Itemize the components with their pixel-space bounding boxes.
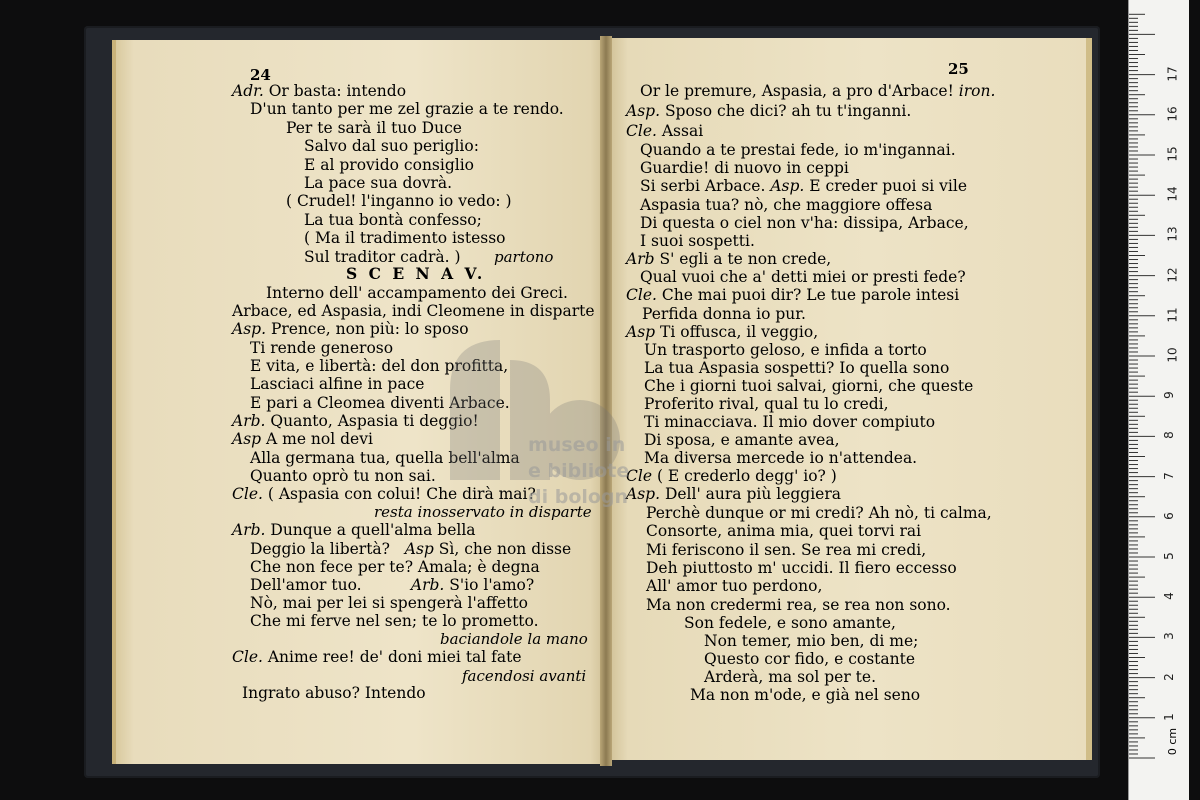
text-line: Interno dell' accampamento dei Greci. <box>266 284 568 302</box>
text-line: Asp. Sposo che dici? ah tu t'inganni. <box>626 102 912 120</box>
ruler-number: 8 <box>1161 431 1176 440</box>
ruler-unit: 0 cm <box>1166 727 1180 756</box>
ruler-number: 2 <box>1161 672 1176 681</box>
text-line: Sul traditor cadrà. ) <box>304 248 461 266</box>
text-line: Cle ( E crederlo degg' io? ) <box>626 467 837 485</box>
text-line: Asp Ti offusca, il veggio, <box>626 323 819 341</box>
text-line: Proferito rival, qual tu lo credi, <box>644 395 889 413</box>
text-line: E al provido consiglio <box>304 156 475 174</box>
text-line: Alla germana tua, quella bell'alma <box>250 449 520 467</box>
text-line: D'un tanto per me zel grazie a te rendo. <box>250 100 564 118</box>
text-line: Lasciaci alfine in pace <box>250 375 425 393</box>
ruler-number: 1 <box>1161 712 1176 721</box>
ruler-number: 7 <box>1161 471 1176 480</box>
text-line: ( Ma il tradimento istesso <box>304 229 506 247</box>
text-line: Asp. Prence, non più: lo sposo <box>232 320 469 338</box>
text-line: Deh piuttosto m' uccidi. Il fiero eccesso <box>646 559 957 577</box>
ruler-number: 9 <box>1161 391 1176 400</box>
text-line: ( Crudel! l'inganno io vedo: ) <box>286 192 512 210</box>
left-page-number: 24 <box>250 66 271 84</box>
ruler-number: 14 <box>1165 186 1180 202</box>
text-line: Un trasporto geloso, e infida a torto <box>644 341 927 359</box>
text-line: Adr. Or basta: intendo <box>232 82 407 100</box>
ruler-number: 5 <box>1161 552 1176 560</box>
text-line: Quando a te prestai fede, io m'ingannai. <box>640 141 956 159</box>
text-line: Cle. Anime ree! de' doni miei tal fate <box>232 648 522 666</box>
text-line: Ma non m'ode, e già nel seno <box>690 686 921 704</box>
text-line: Consorte, anima mia, quei torvi rai <box>646 522 922 540</box>
text-line: Arb S' egli a te non crede, <box>626 250 832 268</box>
ruler-number: 13 <box>1165 226 1180 243</box>
text-line: Arb. Dunque a quell'alma bella <box>232 521 476 539</box>
stage-direction: Arbace, ed Aspasia, indi Cleomene in disparte <box>232 302 595 320</box>
stage-direction: resta inosservato in disparte <box>374 503 592 521</box>
text-line: Ti minacciava. Il mio dover compiuto <box>644 413 936 431</box>
text-line: E vita, e libertà: del don profitta, <box>250 357 509 375</box>
text-line: Ma diversa mercede io n'attendea. <box>644 449 918 467</box>
ruler-number: 4 <box>1161 592 1176 601</box>
text-line: Arb. Quanto, Aspasia ti deggio! <box>232 412 479 430</box>
text-line: Ti rende generoso <box>250 339 394 357</box>
text-line: Di sposa, e amante avea, <box>644 431 840 449</box>
text-line: I suoi sospetti. <box>640 232 755 250</box>
text-line: Mi feriscono il sen. Se rea mi credi, <box>646 541 927 559</box>
ruler-number: 16 <box>1165 106 1180 122</box>
text-line: Arderà, ma sol per te. <box>704 668 876 686</box>
text-line: Dell'amor tuo. Arb. S'io l'amo? <box>250 576 535 594</box>
text-line: Or le premure, Aspasia, a pro d'Arbace! iron. <box>640 82 996 100</box>
text-line: Non temer, mio ben, di me; <box>704 632 919 650</box>
text-line: Cle. Assai <box>626 122 704 140</box>
text-line: Asp. Dell' aura più leggiera <box>626 485 841 503</box>
text-line: Di questa o ciel non v'ha: dissipa, Arbace, <box>640 214 969 232</box>
stage-direction: facendosi avanti <box>462 667 587 685</box>
watermark-text: di bologn <box>528 486 629 508</box>
text-line: La tua Aspasia sospetti? Io quella sono <box>644 359 950 377</box>
text-line: Ma non credermi rea, se rea non sono. <box>646 596 951 614</box>
measuring-ruler <box>1128 0 1189 800</box>
text-line: Guardie! di nuovo in ceppi <box>640 159 849 177</box>
text-line: La tua bontà confesso; <box>304 211 482 229</box>
ruler-number: 6 <box>1161 511 1176 520</box>
text-line: Perfida donna io pur. <box>642 305 806 323</box>
stage-direction: partono <box>494 248 554 266</box>
text-line: Ingrato abuso? Intendo <box>242 684 426 702</box>
watermark-text: museo in <box>528 434 626 456</box>
text-line: Qual vuoi che a' detti miei or presti fede? <box>640 268 966 286</box>
stage-direction: baciandole la mano <box>440 630 588 648</box>
ruler-ticks <box>1129 0 1189 800</box>
text-line: All' amor tuo perdono, <box>646 577 823 595</box>
text-line: La pace sua dovrà. <box>304 174 453 192</box>
text-line: Cle. Che mai puoi dir? Le tue parole intesi <box>626 286 960 304</box>
ruler-number: 3 <box>1161 632 1176 641</box>
book-spine <box>600 36 612 766</box>
text-line: Asp A me nol devi <box>232 430 373 448</box>
text-line: Si serbi Arbace. Asp. E creder puoi si vile <box>640 177 968 195</box>
text-line: Che non fece per te? Amala; è degna <box>250 558 540 576</box>
text-line: Nò, mai per lei si spengerà l'affetto <box>250 594 528 612</box>
text-line: Che i giorni tuoi salvai, giorni, che queste <box>644 377 974 395</box>
text-line: Aspasia tua? nò, che maggiore offesa <box>640 196 933 214</box>
text-line: Salvo dal suo periglio: <box>304 137 479 155</box>
ruler-number: 17 <box>1165 65 1180 82</box>
ruler-number: 10 <box>1165 347 1180 363</box>
watermark-text: e bibliote <box>528 460 630 482</box>
scene-heading: S C E N A V. <box>346 264 486 283</box>
text-line: Questo cor fido, e costante <box>704 650 916 668</box>
text-line: Per te sarà il tuo Duce <box>286 119 462 137</box>
ruler-number: 11 <box>1165 307 1180 323</box>
ruler-number: 12 <box>1165 266 1180 283</box>
right-page-number: 25 <box>948 60 969 78</box>
text-line: Quanto oprò tu non sai. <box>250 467 436 485</box>
text-line: Deggio la libertà? Asp Sì, che non disse <box>250 540 572 558</box>
ruler-number: 15 <box>1165 146 1180 162</box>
text-line: E pari a Cleomea diventi Arbace. <box>250 394 510 412</box>
text-line: Che mi ferve nel sen; te lo prometto. <box>250 612 539 630</box>
text-line: Cle. ( Aspasia con colui! Che dirà mai? <box>232 485 536 503</box>
text-line: Perchè dunque or mi credi? Ah nò, ti calma, <box>646 504 992 522</box>
text-line: Son fedele, e sono amante, <box>684 614 896 632</box>
